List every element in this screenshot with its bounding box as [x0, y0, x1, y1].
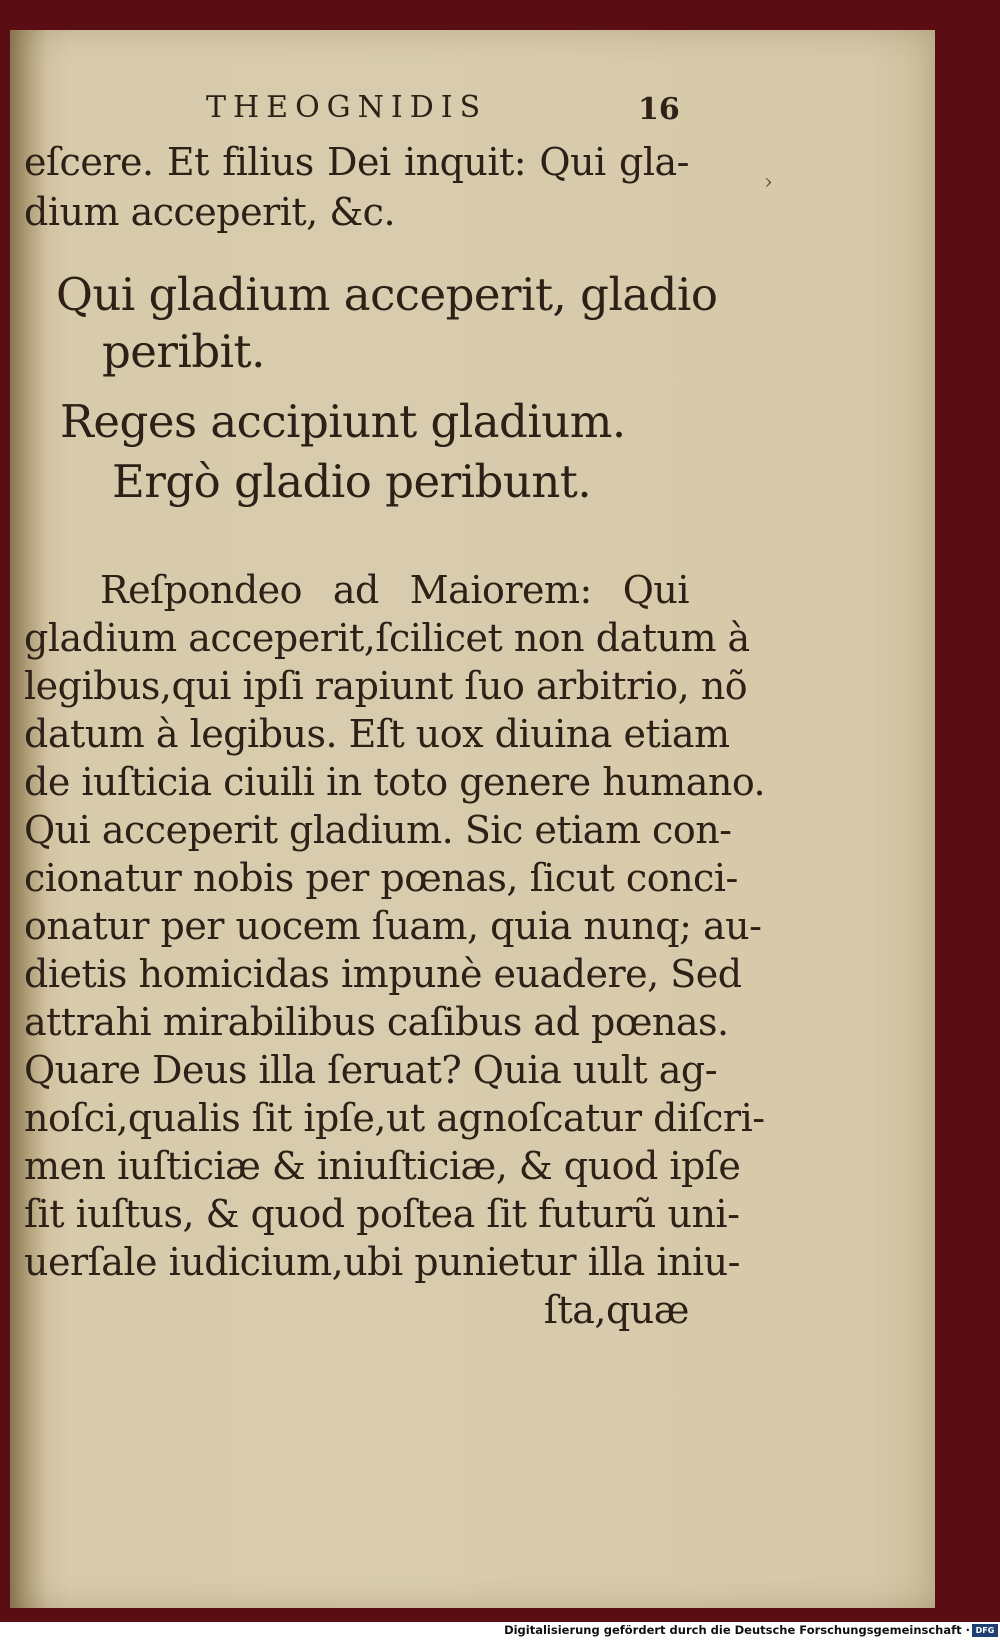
text-line: Qui acceperit gladium. Sic etiam con-	[24, 808, 732, 852]
text-line: onatur per uocem ſuam, quia nunq; au-	[24, 904, 762, 948]
text-line: legibus,qui ipſi rapiunt ſuo arbitrio, nõ	[24, 664, 748, 708]
footer-bar	[0, 1622, 1000, 1640]
text-line: de iuſticia ciuili in toto genere humano.	[24, 760, 766, 804]
text-line: attrahi mirabilibus caſibus ad pœnas.	[24, 1000, 729, 1044]
text-line: noſci,qualis ſit ipſe,ut agnoſcatur diſcri-	[24, 1096, 765, 1140]
text-line: datum à legibus. Eſt uox diuina etiam	[24, 712, 730, 756]
text-line: Quare Deus illa ſeruat? Quia uult ag-	[24, 1048, 718, 1092]
dfg-logo: DFG	[972, 1624, 998, 1637]
running-head: THEOGNIDIS	[206, 90, 488, 125]
text-line: Reſpondeo ad Maiorem: Qui	[100, 568, 689, 612]
funding-credit: Digitalisierung gefördert durch die Deutsche Forschungsgemeinschaft ·	[504, 1623, 970, 1637]
page-number: 16	[638, 92, 680, 127]
text-line: eſcere. Et filius Dei inquit: Qui gla-	[24, 140, 689, 184]
book-page	[10, 30, 935, 1608]
verse-line: Reges accipiunt gladium.	[60, 395, 626, 448]
verse-line: peribit.	[102, 325, 265, 378]
text-line: men iuſticiæ & iniuſticiæ, & quod ipſe	[24, 1144, 741, 1188]
catchword: ſta,quæ	[543, 1288, 689, 1332]
text-line: cionatur nobis per pœnas, ſicut conci-	[24, 856, 738, 900]
text-line: dietis homicidas impunè euadere, Sed	[24, 952, 742, 996]
verse-line: Ergò gladio peribunt.	[112, 455, 592, 508]
margin-mark: ›	[764, 170, 773, 195]
text-line: dium acceperit, &c.	[24, 190, 396, 234]
text-line: gladium acceperit,ſcilicet non datum à	[24, 616, 750, 660]
verse-line: Qui gladium acceperit, gladio	[56, 268, 718, 321]
text-line: uerſale iudicium,ubi punietur illa iniu-	[24, 1240, 740, 1284]
text-line: ſit iuſtus, & quod poſtea ſit futurũ uni-	[24, 1192, 740, 1236]
